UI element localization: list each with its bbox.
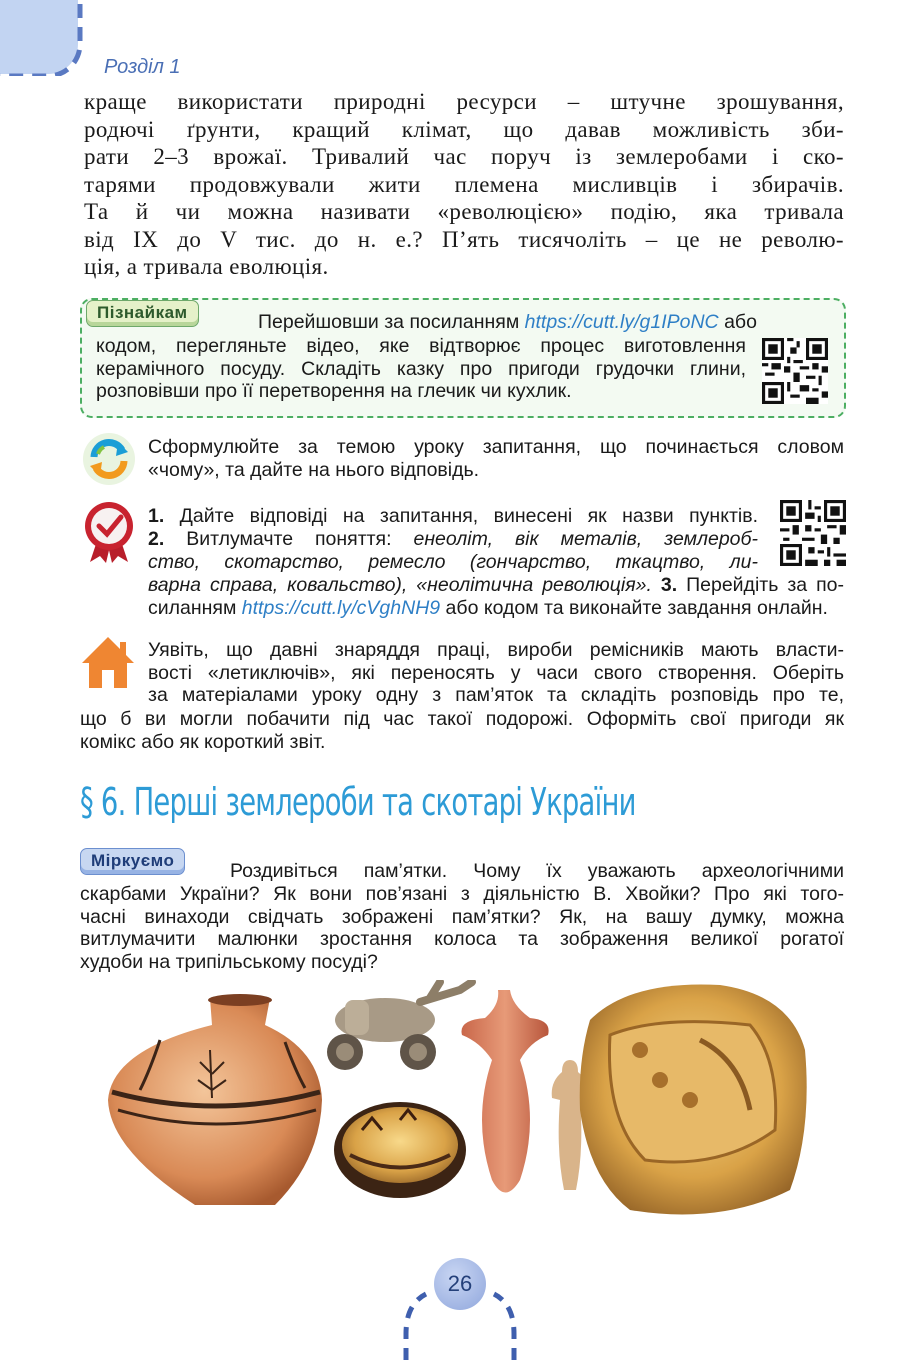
page-number: 26: [434, 1258, 486, 1310]
think-line: часні винаходи свідчать зображені пам’ятки? Як, на вашу думку, можна: [80, 905, 844, 928]
check-link[interactable]: https://cutt.ly/cVghNH9: [241, 596, 441, 619]
info-line: керамічного посуду. Складіть казку про пригоди грудочки глини,: [96, 357, 746, 380]
intro-line: тарями продовжували жити племена мисливців і збирачів.: [84, 171, 844, 197]
figurine-image: [461, 990, 548, 1193]
think-line-1: [230, 860, 844, 883]
info-badge: Пізнайкам: [86, 300, 199, 327]
intro-line: краще використати природні ресурси – штучне зрошування,: [84, 89, 844, 114]
toy-figurine-image: [327, 982, 472, 1070]
refresh-icon: [82, 432, 136, 486]
check-line: ство, скотарство, ремесло (гончарство, ткацтво, ли-: [148, 551, 758, 573]
think-line: Роздивіться пам’ятки. Чому їх уважають археологічними: [230, 860, 844, 882]
bowl-image: [334, 1102, 466, 1198]
intro-paragraph: [84, 88, 844, 281]
info-line: кодом, перегляньте відео, яке відтворює процес виготовлення: [96, 335, 746, 357]
info-line: розповівши про її перетворення на глечик чи кухлик.: [96, 380, 572, 402]
think-line: скарбами України? Як вони пов’язані з діяльністю В. Хвойки? Про які того-: [80, 883, 844, 905]
intro-line: Та й чи можна називати «революцією» подію, яка тривала: [84, 199, 844, 224]
info-badge-wrap: [86, 300, 199, 327]
think-line: витлумачити малюнки зростання колоса та зображення великої рогатої: [80, 928, 844, 950]
home-task-bottom: [80, 708, 844, 753]
pot-image: [108, 994, 322, 1205]
section-title: § 6. Перші землероби та скотарі України: [80, 780, 636, 824]
check-line: варна справа, ковальство), «неолітична революція». 3. Перейдіть за по-: [148, 574, 844, 596]
check-badge-icon: [80, 500, 138, 564]
page-number-decoration: [398, 1284, 522, 1360]
check-line: 2. Витлумачте поняття: енеоліт, вік металів, землероб-: [148, 527, 758, 550]
artifacts-photo: [100, 980, 820, 1220]
section-label: Розділ 1: [104, 56, 181, 78]
info-text: або: [718, 311, 757, 333]
info-text: Перейшовши за посиланням: [258, 311, 525, 333]
think-text: [80, 883, 844, 973]
info-lines: [96, 335, 746, 403]
check-task-mid: [148, 551, 758, 574]
intro-line: ція, а тривала еволюція.: [84, 254, 329, 279]
question-line: «чому», та дайте на нього відповідь.: [148, 458, 480, 481]
home-task-top: [148, 639, 844, 707]
check-line: силанням https://cutt.ly/cVghNH9 або кодом та виконайте завдання онлайн.: [148, 596, 828, 619]
check-task-top: [148, 505, 758, 550]
home-line: за матеріалами уроку одну з пам’яток та складіть розповідь про те,: [148, 684, 844, 706]
corner-decoration: [0, 0, 84, 76]
temple-model-image: [580, 984, 807, 1214]
intro-line: від IX до V тис. до н. е.? П’ять тисячоліть – це не револю-: [84, 226, 844, 252]
home-line: Уявіть, що давні знаряддя праці, вироби ремісників мають власти-: [148, 639, 844, 661]
check-line: 1. Дайте відповіді на запитання, винесені як назви пунктів.: [148, 505, 758, 527]
question-line: Сформулюйте за темою уроку запитання, що починається словом: [148, 436, 844, 458]
house-icon: [80, 634, 136, 690]
think-badge: Міркуємо: [80, 848, 185, 875]
think-line: худоби на трипільському посуді?: [80, 950, 378, 973]
info-line-1: [258, 311, 757, 334]
home-line: вості «летиключів», які переносять у часи свого створення. Оберіть: [148, 661, 844, 684]
think-badge-wrap: [80, 848, 185, 875]
info-link[interactable]: https://cutt.ly/g1IPoNC: [524, 311, 719, 333]
home-line: комікс або як короткий звіт.: [80, 730, 326, 753]
question-task: [148, 436, 844, 481]
intro-line: рати 2–3 врожаї. Тривалий час поруч із землеробами і ско-: [84, 144, 844, 169]
qr-code-icon[interactable]: [780, 500, 846, 566]
check-task-bottom: [148, 574, 844, 619]
home-line: що б ви могли побачити під час такої подорожі. Оформіть свої пригоди як: [80, 708, 844, 730]
intro-line: родючі ґрунти, кращий клімат, що давав можливість зби-: [84, 116, 844, 142]
qr-code-icon[interactable]: [762, 338, 828, 404]
